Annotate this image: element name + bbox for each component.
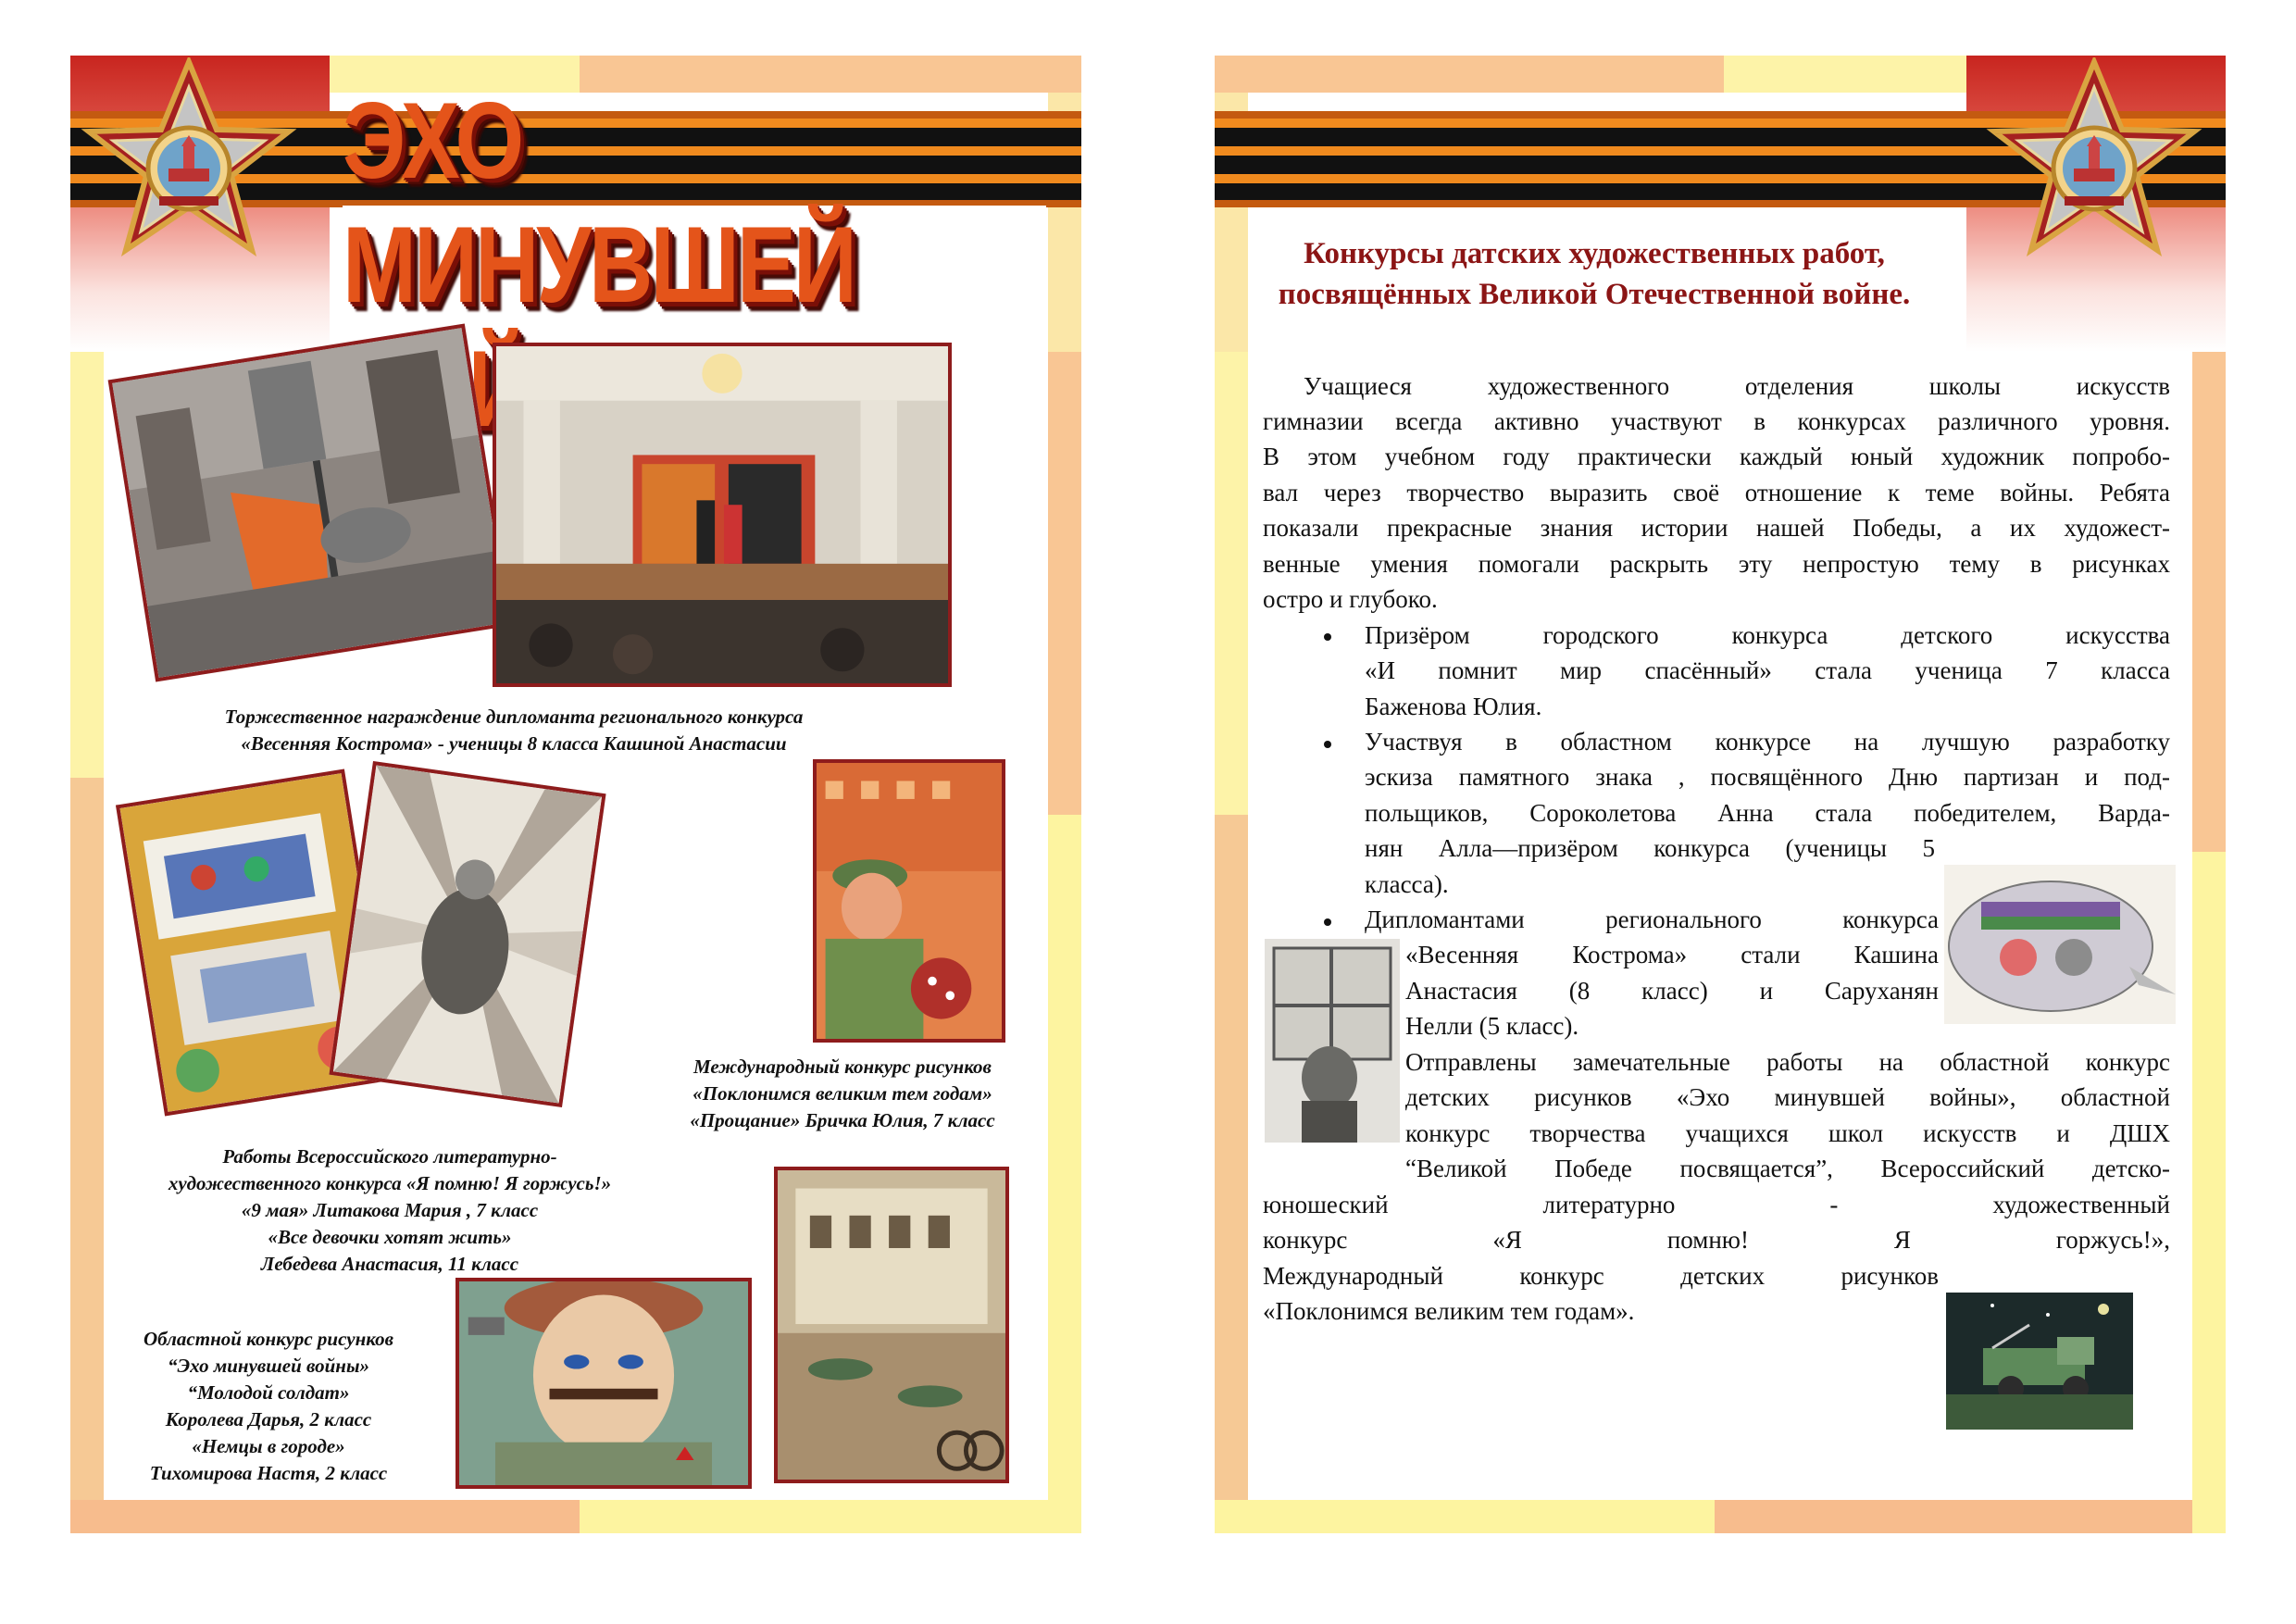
body-line: Отправлены замечательные работы на областной конкурс (1405, 1048, 2170, 1076)
body-line: Призёром городского конкурса детского искусства (1365, 621, 2170, 649)
photo-award-ceremony (493, 343, 952, 687)
frame-block (2192, 852, 2226, 1533)
drawing-young-soldier (455, 1278, 752, 1489)
frame-block (70, 1500, 580, 1533)
drawing-memorial-sign-sketch (1944, 865, 2176, 1024)
body-line: “Великой Победе посвящается”, Всероссийский детско- (1405, 1155, 2170, 1182)
bullet-marker (1324, 633, 1331, 641)
frame-block (1215, 352, 1248, 815)
body-line: вал через творчество выразить своё отношение к теме войны. Ребята (1263, 479, 2170, 506)
bullet-marker (1324, 918, 1331, 926)
frame-block (580, 1500, 1081, 1533)
body-line: Учащиеся художественного отделения школы искусств (1304, 372, 2170, 400)
order-of-victory-star-icon (1983, 57, 2205, 280)
body-line: Участвуя в областном конкурсе на лучшую разработку (1365, 728, 2170, 756)
page-title: ЭХО МИНУВШЕЙ (343, 206, 1046, 326)
body-line: показали прекрасные знания истории нашей Победы, а их художест- (1263, 514, 2170, 542)
frame-block (2192, 352, 2226, 852)
drawing-farewell-soldier (813, 759, 1005, 1043)
drawing-girls-want-to-live (329, 761, 605, 1107)
frame-block (1215, 1500, 1715, 1533)
frame-block (1215, 815, 1248, 1533)
body-line: Баженова Юлия. (1365, 693, 1542, 720)
section-heading: Конкурсы датских художественных работ, посвящённых Великой Отечественной войне. (1278, 237, 1911, 311)
body-line: Нелли (5 класс). (1405, 1012, 1579, 1040)
body-line: польщиков, Сороколетова Анна стала победителем, Варда- (1365, 799, 2170, 827)
body-line: остро и глубоко. (1263, 585, 1438, 613)
drawing-germans-in-city (774, 1167, 1009, 1483)
frame-block (1215, 56, 1724, 93)
body-line: «Поклонимся великим тем годам». (1263, 1297, 1635, 1325)
frame-block (70, 352, 107, 833)
body-line: В этом учебном году практически каждый юный художник попробо- (1263, 443, 2170, 470)
frame-block (1048, 352, 1081, 815)
body-line: нян Алла—призёром конкурса (ученицы 5 (1365, 834, 1935, 862)
drawing-night-truck (1946, 1293, 2133, 1430)
frame-block (1048, 815, 1081, 1533)
body-line: «И помнит мир спасённый» стала ученица 7 класса (1365, 656, 2170, 684)
body-line: Дипломантами регионального конкурса (1365, 906, 1939, 933)
frame-block (1724, 56, 1974, 93)
drawing-flag-city (108, 324, 513, 682)
frame-block (70, 778, 107, 1533)
caption-award: Торжественное награждение дипломанта регионального конкурса «Весенняя Кострома» - ученицы 8 класса Кашиной Анастасии (224, 706, 804, 755)
caption-allrussian: Работы Всероссийского литературно- художественного конкурса «Я помню! Я горжусь!» «9 мая» Литакова Мария , 7 класс «Все девочки хотят жить» Лебедева Анастасия, 11 класс (168, 1145, 612, 1275)
caption-international: Международный конкурс рисунков «Поклонимся великим тем годам» «Прощание» Бричка Юлия, 7 класс (690, 1056, 995, 1131)
bullet-marker (1324, 741, 1331, 748)
body-line: юношеский литературно - художественный (1263, 1191, 2170, 1218)
body-line: класса). (1365, 870, 1449, 898)
drawing-boy-window (1265, 939, 1400, 1143)
body-line: эскиза памятного знака , посвящённого Дню партизан и под- (1365, 763, 2170, 791)
body-line: детских рисунков «Эхо минувшей войны», областной (1405, 1083, 2170, 1111)
body-line: венные умения помогали раскрыть эту непростую тему в рисунках (1263, 550, 2170, 578)
body-line: Международный конкурс детских рисунков (1263, 1262, 1939, 1290)
caption-regional: Областной конкурс рисунков “Эхо минувшей войны» “Молодой солдат» Королева Дарья, 2 класс «Немцы в городе» Тихомирова Настя, 2 класс (144, 1328, 393, 1484)
body-line: конкурс творчества учащихся школ искусств и ДШХ (1405, 1119, 2170, 1147)
body-line: «Весенняя Кострома» стали Кашина (1405, 941, 1939, 968)
body-line: конкурс «Я помню! Я горжусь!», (1263, 1226, 2170, 1254)
body-line: гимназии всегда активно участвуют в конкурсах различного уровня. (1263, 407, 2170, 435)
frame-block (1715, 1500, 2226, 1533)
body-line: Анастасия (8 класс) и Саруханян (1405, 977, 1939, 1005)
order-of-victory-star-icon (78, 57, 300, 280)
